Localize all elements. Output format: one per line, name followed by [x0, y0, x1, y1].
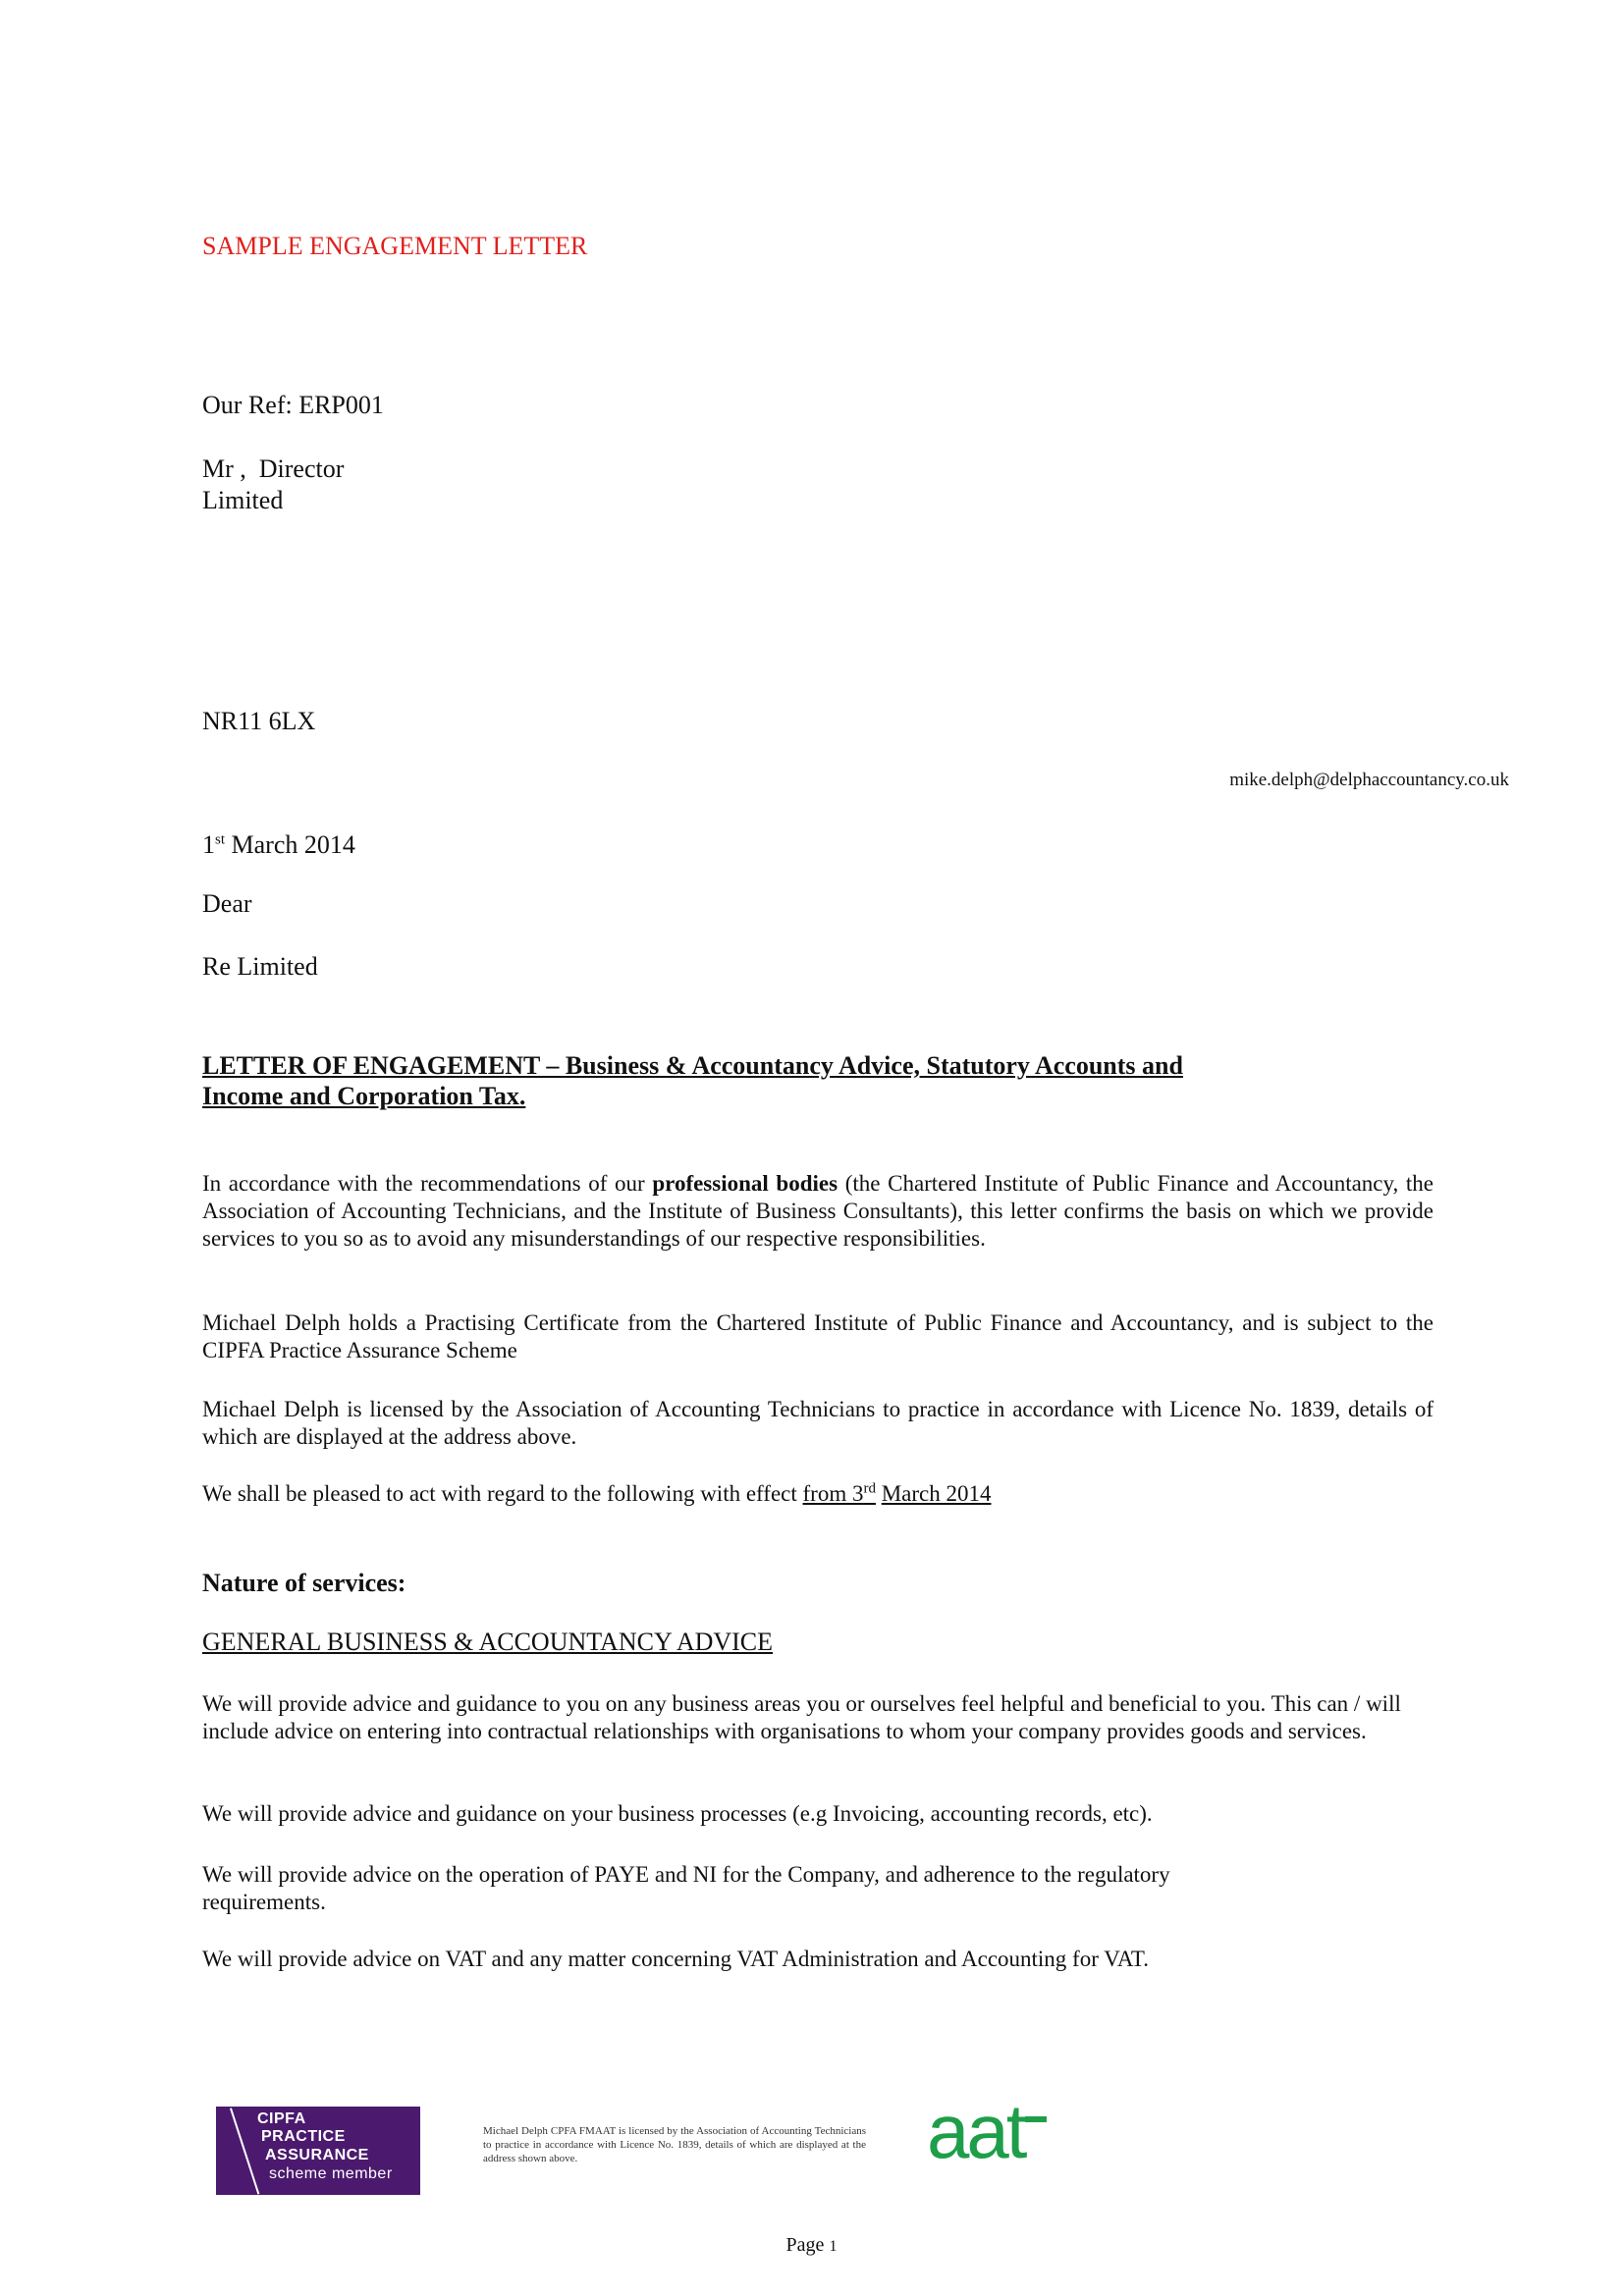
date-day: 1	[202, 830, 215, 859]
effect-suffix: rd	[863, 1480, 876, 1497]
service-paragraph: We will provide advice on VAT and any matter concerning VAT Administration and Accounting for VAT.	[202, 1947, 1150, 1971]
letter-title-line2: Income and Corporation Tax.	[202, 1082, 526, 1110]
services-heading: Nature of services:	[202, 1569, 406, 1597]
recipient-company: Limited	[202, 486, 284, 514]
cipfa-practice-assurance-logo	[216, 2107, 420, 2195]
recipient-postcode: NR11 6LX	[202, 707, 316, 735]
aat-paragraph: Michael Delph is licensed by the Association of Accounting Technicians to practice in accordance with Licence No. 1839, details of which are displayed at the address above.	[202, 1397, 1434, 1449]
cipfa-paragraph: Michael Delph holds a Practising Certificate from the Chartered Institute of Public Finance and Accountancy, and is subject to the CIPFA Practice Assurance Scheme	[202, 1310, 1434, 1362]
service-paragraph: We will provide advice and guidance to you on any business areas you or ourselves feel helpful and beneficial to you. This can / will include advice on entering into contractual relationships with organisations to whom your company provides goods and services.	[202, 1691, 1401, 1743]
page-number-value: 1	[829, 2238, 838, 2255]
letter-date	[202, 830, 355, 860]
logo-slash	[230, 2108, 259, 2194]
effect-date: March 2014	[881, 1481, 992, 1506]
sender-email: mike.delph@delphaccountancy.co.uk	[1229, 770, 1509, 790]
section-heading: GENERAL BUSINESS & ACCOUNTANCY ADVICE	[202, 1628, 774, 1656]
aat-logo-text: aat	[927, 2099, 1025, 2167]
intro-text-end: (the Chartered Institute of Public Finance and Accountancy, the Association of Accounting Technicians, and the Institute of Business Consultants), this letter confirms the basis on which we provide services to you so as to avoid any misunderstandings of our respective responsibilities.	[202, 1171, 1434, 1251]
footer-licence-note: Michael Delph CPFA FMAAT is licensed by the Association of Accounting Technicians to practice in accordance with Licence No. 1839, details of which are displayed at the address shown above.	[483, 2125, 866, 2164]
service-paragraph: We will provide advice on the operation of PAYE and NI for the Company, and adherence to the regulatory requirements.	[202, 1862, 1170, 1914]
our-reference: Our Ref: ERP001	[202, 391, 384, 419]
letter-title-line1: LETTER OF ENGAGEMENT – Business & Accountancy Advice, Statutory Accounts and	[202, 1051, 1183, 1080]
recipient-name: Mr , Director	[202, 454, 345, 483]
logo-line: CIPFA	[257, 2110, 306, 2127]
page-label: Page	[785, 2234, 825, 2256]
aat-logo-bar	[1025, 2116, 1047, 2122]
letter-title	[202, 1050, 1380, 1111]
aat-logo	[927, 2099, 1055, 2167]
logo-line: PRACTICE	[261, 2128, 346, 2145]
logo-line: scheme member	[269, 2165, 393, 2182]
effective-date-paragraph	[202, 1480, 1434, 1508]
recipient-block	[202, 454, 344, 516]
intro-paragraph	[202, 1170, 1434, 1253]
intro-text-start: In accordance with the recommendations of our	[202, 1171, 653, 1196]
effect-text: We shall be pleased to act with regard to the following with effect	[202, 1481, 803, 1506]
date-month-year: March 2014	[225, 830, 355, 859]
service-paragraph: We will provide advice and guidance on your business processes (e.g Invoicing, accounting records, etc).	[202, 1801, 1153, 1826]
re-line: Re Limited	[202, 952, 318, 981]
professional-bodies-text: professional bodies	[652, 1171, 839, 1196]
date-suffix: st	[215, 831, 226, 848]
sample-label: SAMPLE ENGAGEMENT LETTER	[202, 232, 588, 260]
logo-line: ASSURANCE	[265, 2147, 369, 2163]
page-number	[0, 2234, 1623, 2257]
effect-from: from 3rd	[802, 1480, 876, 1506]
salutation: Dear	[202, 889, 252, 918]
